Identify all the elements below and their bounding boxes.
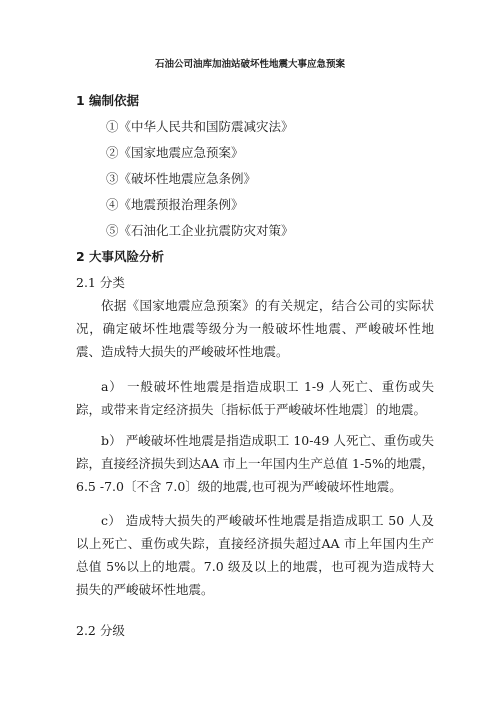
section-1-heading: 1 编制依据 — [76, 93, 140, 108]
paragraph-b: b） 严峻破坏性地震是指造成职工 10-49 人死亡、重伤或失踪，直接经济损失到达AA 市上一年国内生产总值 1-5%的地震，6.5 -7.0〔不含 7.0〕级的地震,也可视为严峻破坏性地震。 — [76, 433, 435, 494]
section-2-heading: 2 大事风险分析 — [76, 249, 165, 264]
basis-item-4: ④《地震预报治理条例》 — [106, 197, 244, 212]
paragraph-c: c） 造成特大损失的严峻破坏性地震是指造成职工 50 人及以上死亡、重伤或失踪，直接经济损失超过AA 市上年国内生产总值 5%以上的地震。7.0 级及以上的地震，也可视为造成特大损失的严峻破坏性地震。 — [76, 513, 434, 597]
basis-item-1: ①《中华人民共和国防震减灾法》 — [106, 119, 294, 134]
document-title: 石油公司油库加油站破坏性地震大事应急预案 — [154, 59, 345, 70]
paragraph-intro: 依据《国家地震应急预案》的有关规定，结合公司的实际状况，确定破坏性地震等级分为一般破坏性地震、严峻破坏性地震、造成特大损失的严峻破坏性地震。 — [76, 298, 434, 359]
subsection-2-1-heading: 2.1 分类 — [76, 275, 125, 290]
basis-item-3: ③《破坏性地震应急条例》 — [106, 171, 257, 186]
basis-item-2: ②《国家地震应急预案》 — [106, 145, 244, 160]
paragraph-a: a） 一般破坏性地震是指造成职工 1-9 人死亡、重伤或失踪，或带来肯定经济损失〔指标低于严峻破坏性地震〕的地震。 — [76, 379, 434, 417]
subsection-2-2-heading: 2.2 分级 — [76, 623, 125, 638]
basis-item-5: ⑤《石油化工企业抗震防灾对策》 — [106, 223, 294, 238]
